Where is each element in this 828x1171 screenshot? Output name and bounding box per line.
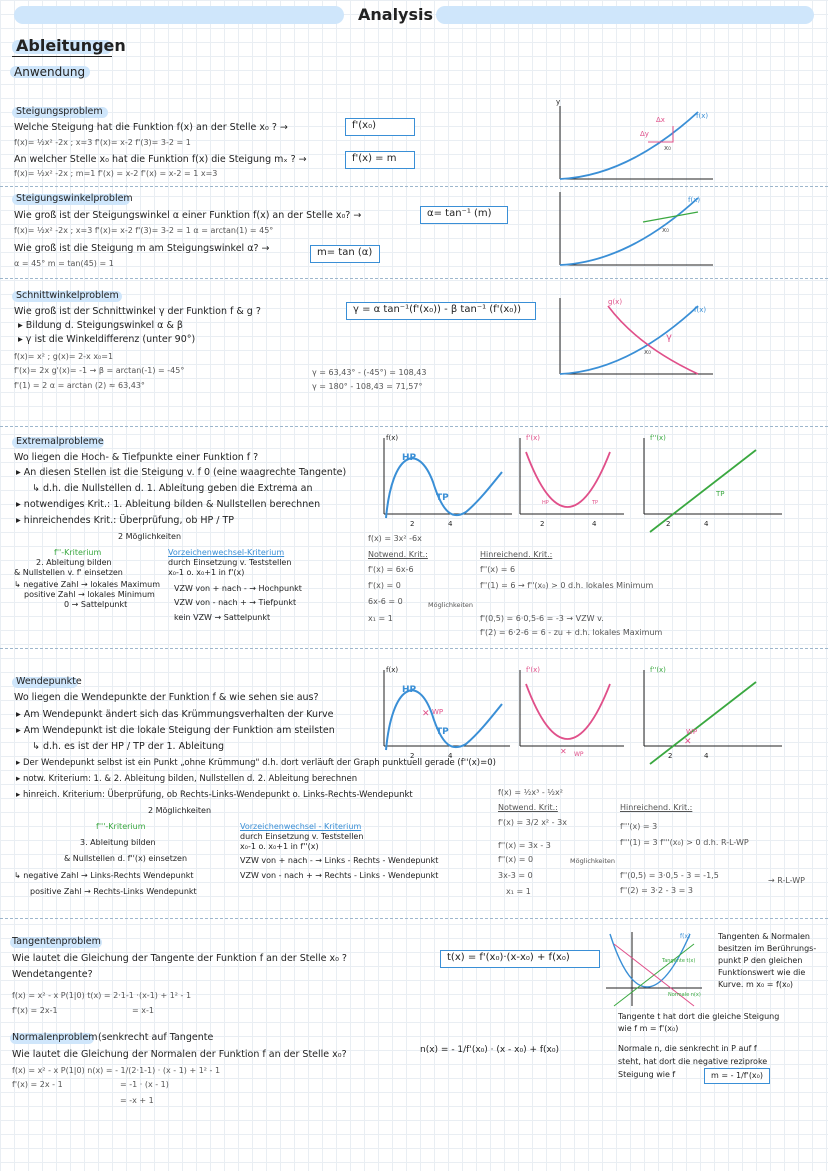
winkel-title: Steigungswinkelproblem	[16, 193, 133, 204]
tangente-example-2: f'(x) = 2x-1	[12, 1006, 58, 1015]
graph-label-normal: Normale n(x)	[668, 992, 701, 998]
schnitt-bullet-2-text: γ ist die Winkeldifferenz (unter 90°)	[25, 334, 196, 345]
schnitt-line-3: f'(1) = 2 α = arctan (2) ≈ 63,43°	[14, 381, 145, 390]
extrem-calc-2: Notwend. Krit.:	[368, 550, 428, 559]
normale-side-1: Normale n, die senkrecht in P auf f	[618, 1044, 757, 1053]
graph-label-tp: TP	[436, 493, 449, 503]
schnitt-line-2: f'(x)= 2x g'(x)= -1 → β = arctan(-1) = -45°	[14, 366, 185, 375]
normale-title: Normalenproblem	[12, 1032, 98, 1043]
extrem-graph-f	[378, 432, 518, 528]
tangente-formula: t(x) = f'(x₀)·(x-x₀) + f(x₀)	[440, 950, 600, 968]
graph-label-dx: Δx	[656, 116, 665, 124]
heading-underline	[12, 56, 112, 57]
extrem-k2-b: x₀-1 o. x₀+1 in f'(x)	[168, 568, 245, 577]
winkel-formula-2: m= tan (α)	[310, 245, 380, 263]
graph-label-gx: g(x)	[608, 298, 623, 306]
schnitt-result-2: γ = 180° - 108,43 = 71,57°	[312, 382, 423, 391]
normale-example-3: = -1 · (x - 1)	[120, 1080, 169, 1089]
graph-label-two: 2	[410, 520, 415, 528]
wende-bullet-2-text: Am Wendepunkt ist die lokale Steigung der Funktion am steilsten	[23, 725, 335, 736]
steigung-question-1: Welche Steigung hat die Funktion f(x) an der Stelle x₀ ? →	[14, 122, 288, 133]
wende-k2-title: Vorzeichenwechsel - Kriterium	[240, 822, 362, 831]
extrem-vzw-1: VZW von + nach - → Hochpunkt	[174, 584, 302, 593]
extrem-k2-title: Vorzeichenwechsel-Kriterium	[168, 548, 285, 557]
graph-label-fx: f(x)	[386, 434, 399, 442]
wende-calc-6: 3x-3 = 0	[498, 871, 533, 880]
header-bar-right	[436, 6, 814, 24]
winkel-example-1: f(x)= ½x² -2x ; x=3 f'(x)= x-2 f'(3)= 3-2 = 1 α = arctan(1) = 45°	[14, 226, 274, 235]
tangente-title: Tangentenproblem	[12, 936, 101, 947]
graph-label-hp: HP	[542, 500, 549, 506]
tangente-side-5: Kurve. m x₀ = f(x₀)	[718, 980, 794, 989]
wende-k1-c: ↳ negative Zahl → Links-Rechts Wendepunkt	[14, 871, 194, 880]
extrem-moeglichkeiten-2: Möglichkeiten	[428, 601, 474, 609]
wende-hin-3: f'''(1) = 3 f'''(x₀) > 0 d.h. R-L-WP	[620, 838, 749, 847]
wende-bullet-5: ▸ hinreich. Kriterium: Überprüfung, ob Rechts-Links-Wendepunkt o. Links-Rechts-Wendepunkt	[16, 790, 413, 800]
extrem-hin-5: f'(2) = 6·2-6 = 6 - zu + d.h. lokales Maximum	[480, 628, 663, 637]
normale-example-4: = -x + 1	[120, 1096, 154, 1105]
extrem-bullet-2-text: notwendiges Krit.: 1. Ableitung bilden & Nullstellen berechnen	[23, 499, 321, 510]
graph-label-wp: WP	[432, 708, 444, 716]
wende-calc-1: f(x) = ½x³ - ½x²	[498, 788, 563, 797]
extrem-calc-4: f'(x) = 0	[368, 581, 401, 590]
wende-bullet-2: ▸ Am Wendepunkt ist die lokale Steigung der Funktion am steilsten	[16, 725, 335, 736]
wende-bullet-4-text: notw. Kriterium: 1. & 2. Ableitung bilden, Nullstellen d. 2. Ableitung berechnen	[22, 774, 358, 784]
extrem-graph-fprime	[512, 432, 630, 528]
steigung-title: Steigungsproblem	[16, 106, 103, 117]
steigung-question-2: An welcher Stelle x₀ hat die Funktion f(x) die Steigung mₓ ? →	[14, 154, 307, 165]
extrem-k1-title: f''-Kriterium	[54, 548, 102, 557]
graph-label-fx: f(x)	[694, 306, 707, 314]
section-heading: Ableitungen	[16, 36, 126, 55]
wende-title: Wendepunkte	[16, 676, 82, 687]
winkel-question-1: Wie groß ist der Steigungswinkel α einer Funktion f(x) an der Stelle x₀? →	[14, 210, 362, 221]
graph-label-fprime: f'(x)	[526, 666, 540, 674]
extrem-bullet-3: ▸ hinreichendes Krit.: Überprüfung, ob HP / TP	[16, 515, 235, 526]
tangente-side-2: besitzen im Berührungs-	[718, 944, 817, 953]
wende-moeglichkeiten-2: Möglichkeiten	[570, 857, 616, 865]
graph-label-two: 2	[410, 752, 415, 760]
extrem-vzw-3: kein VZW → Sattelpunkt	[174, 613, 271, 622]
wende-bullet-3-text: Der Wendepunkt selbst ist ein Punkt „ohne Krümmung" d.h. dort verläuft der Graph punktuell gerade (f''(x)=0)	[22, 758, 496, 768]
graph-label-four: 4	[448, 520, 453, 528]
tangente-side-7: wie f m = f'(x₀)	[618, 1024, 679, 1033]
normale-side-formula: m = - 1/f'(x₀)	[704, 1068, 770, 1084]
wende-k1-title: f'''-Kriterium	[96, 822, 146, 831]
graph-label-four: 4	[592, 520, 597, 528]
schnitt-bullet-2: ▸ γ ist die Winkeldifferenz (unter 90°)	[18, 334, 196, 345]
extrem-bullet-1-text: An diesen Stellen ist die Steigung v. f 0 (eine waagrechte Tangente)	[23, 467, 347, 478]
wende-bullet-1-text: Am Wendepunkt ändert sich das Krümmungsverhalten der Kurve	[23, 709, 334, 720]
extrem-k1-e: 0 → Sattelpunkt	[64, 600, 128, 609]
graph-label-fx: f(x)	[688, 196, 701, 204]
winkel-example-2: α = 45° m = tan(45) = 1	[14, 259, 114, 268]
graph-label-x0: x₀	[664, 144, 671, 152]
separator	[0, 426, 828, 427]
graph-label-fprime: f'(x)	[526, 434, 540, 442]
schnitt-bullet-1: ▸ Bildung d. Steigungswinkel α & β	[18, 320, 183, 331]
graph-label-gamma: γ	[666, 332, 672, 343]
graph-label-fx: f(x)	[680, 933, 691, 940]
graph-label-four: 4	[448, 752, 453, 760]
extrem-moeglichkeiten: 2 Möglichkeiten	[118, 532, 182, 541]
extrem-vzw-2: VZW von - nach + → Tiefpunkt	[174, 598, 297, 607]
extrem-hin-2: f''(x) = 6	[480, 565, 516, 574]
graph-label-hp: HP	[402, 685, 417, 695]
tangente-side-3: punkt P den gleichen	[718, 956, 803, 965]
normale-subtitle: (senkrecht auf Tangente	[98, 1032, 214, 1043]
graph-label-dy: Δy	[640, 130, 649, 138]
wende-graph-f	[376, 664, 516, 760]
schnitt-title: Schnittwinkelproblem	[16, 290, 119, 301]
subheading: Anwendung	[14, 65, 86, 79]
tangente-example-1: f(x) = x² - x P(1|0) t(x) = 2·1-1 ·(x-1) + 1² - 1	[12, 991, 192, 1000]
normale-example-1: f(x) = x² - x P(1|0) n(x) = - 1/(2·1-1) · (x - 1) + 1² - 1	[12, 1066, 221, 1075]
graph-label-four: 4	[704, 752, 709, 760]
svg-text:✕: ✕	[560, 747, 567, 756]
normale-example-2: f'(x) = 2x - 1	[12, 1080, 63, 1089]
svg-text:✕: ✕	[422, 709, 430, 719]
wende-bullet-1: ▸ Am Wendepunkt ändert sich das Krümmungsverhalten der Kurve	[16, 709, 334, 720]
separator	[0, 278, 828, 279]
winkel-question-2: Wie groß ist die Steigung m am Steigungswinkel α? →	[14, 243, 270, 254]
extrem-k1-a: 2. Ableitung bilden	[36, 558, 112, 567]
graph-label-wp: WP	[574, 751, 584, 758]
graph-label-wp: WP	[686, 728, 698, 736]
graph-label-x0: x₀	[644, 348, 651, 356]
graph-label-four: 4	[704, 520, 709, 528]
separator	[0, 186, 828, 187]
wende-hin-2: f'''(x) = 3	[620, 822, 658, 831]
graph-label-tp: TP	[716, 490, 725, 498]
tangente-side-6: Tangente t hat dort die gleiche Steigung	[618, 1012, 780, 1021]
tangente-question-b: Wendetangente?	[12, 969, 93, 980]
wende-hin-1: Hinreichend. Krit.:	[620, 803, 693, 812]
wende-bullet-2a: ↳ d.h. es ist der HP / TP der 1. Ableitung	[32, 741, 225, 752]
tangente-side-1: Tangenten & Normalen	[718, 932, 810, 941]
graph-label-two: 2	[666, 520, 671, 528]
wende-graph-fsecond	[636, 664, 786, 760]
wende-k1-a: 3. Ableitung bilden	[80, 838, 156, 847]
graph-label-fx: f(x)	[696, 112, 709, 120]
wende-k1-b: & Nullstellen d. f''(x) einsetzen	[64, 854, 188, 863]
normale-question: Wie lautet die Gleichung der Normalen der Funktion f an der Stelle x₀?	[12, 1049, 347, 1060]
wende-calc-3: f'(x) = 3/2 x² - 3x	[498, 818, 567, 827]
schnitt-bullet-1-text: Bildung d. Steigungswinkel α & β	[25, 320, 183, 331]
separator	[0, 648, 828, 649]
wende-k2-a: durch Einsetzung v. Teststellen	[240, 832, 364, 841]
graph-label-tangent: Tangente t(x)	[662, 958, 696, 964]
graph-label-x0: x₀	[662, 226, 669, 234]
normale-formula: n(x) = - 1/f'(x₀) · (x - x₀) + f(x₀)	[420, 1045, 560, 1055]
separator	[0, 918, 828, 919]
wende-calc-2: Notwend. Krit.:	[498, 803, 558, 812]
extrem-hin-1: Hinreichend. Krit.:	[480, 550, 553, 559]
tangente-question: Wie lautet die Gleichung der Tangente der Funktion f an der Stelle x₀ ?	[12, 953, 347, 964]
extrem-calc-3: f'(x) = 6x-6	[368, 565, 414, 574]
normale-side-3: Steigung wie f	[618, 1070, 676, 1079]
svg-text:✕: ✕	[684, 737, 692, 747]
wende-vzw-1: VZW von + nach - → Links - Rechts - Wendepunkt	[240, 856, 439, 865]
graph-label-tp: TP	[436, 727, 449, 737]
schnitt-line-1: f(x)= x² ; g(x)= 2-x x₀=1	[14, 352, 114, 361]
steigung-graph	[548, 98, 718, 184]
wende-calc-5: f''(x) = 0	[498, 855, 534, 864]
wende-k2-b: x₀-1 o. x₀+1 in f''(x)	[240, 842, 319, 851]
extrem-hin-4: f'(0,5) = 6·0,5-6 = -3 → VZW v.	[480, 614, 604, 623]
extrem-bullet-1a: ↳ d.h. die Nullstellen d. 1. Ableitung geben die Extrema an	[32, 483, 313, 494]
wende-bullet-5-text: hinreich. Kriterium: Überprüfung, ob Rechts-Links-Wendepunkt o. Links-Rechts-Wendepunkt	[22, 790, 413, 800]
graph-label-two: 2	[668, 752, 673, 760]
wende-hin-6: → R-L-WP	[768, 876, 805, 885]
extrem-graph-fsecond	[636, 432, 786, 528]
page-title: Analysis	[358, 5, 434, 24]
extrem-k2-a: durch Einsetzung v. Teststellen	[168, 558, 292, 567]
schnitt-graph	[548, 296, 718, 378]
extrem-calc-5: 6x-6 = 0	[368, 597, 403, 606]
wende-hin-4: f''(0,5) = 3·0,5 - 3 = -1,5	[620, 871, 719, 880]
normale-side-2: steht, hat dort die negative reziproke	[618, 1057, 768, 1066]
extrem-k1-c: ↳ negative Zahl → lokales Maximum	[14, 580, 161, 589]
winkel-graph	[548, 190, 718, 270]
tangente-side-4: Funktionswert wie die	[718, 968, 806, 977]
graph-label-tp: TP	[592, 500, 599, 506]
steigung-formula-2: f'(x) = m	[345, 151, 415, 169]
extrem-calc-1: f(x) = 3x² -6x	[368, 534, 422, 543]
tangente-graph	[604, 930, 704, 1010]
schnitt-result-1: γ = 63,43° - (-45°) = 108,43	[312, 368, 427, 377]
extrem-bullet-2: ▸ notwendiges Krit.: 1. Ableitung bilden & Nullstellen berechnen	[16, 499, 321, 510]
wende-bullet-3: ▸ Der Wendepunkt selbst ist ein Punkt „ohne Krümmung" d.h. dort verläuft der Graph punktuell gerade (f''(x)=0)	[16, 758, 496, 768]
graph-label-hp: HP	[402, 453, 417, 463]
extrem-bullet-1: ▸ An diesen Stellen ist die Steigung v. f 0 (eine waagrechte Tangente)	[16, 467, 347, 478]
schnitt-formula: γ = α tan⁻¹(f'(x₀)) - β tan⁻¹ (f'(x₀))	[346, 302, 536, 320]
wende-question: Wo liegen die Wendepunkte der Funktion f & wie sehen sie aus?	[14, 692, 319, 703]
extrem-hin-3: f''(1) = 6 → f''(x₀) > 0 d.h. lokales Minimum	[480, 581, 654, 590]
extrem-bullet-3-text: hinreichendes Krit.: Überprüfung, ob HP / TP	[23, 515, 235, 526]
graph-label-fsecond: f''(x)	[650, 666, 666, 674]
tangente-example-3: = x-1	[132, 1006, 154, 1015]
graph-label-fsecond: f''(x)	[650, 434, 666, 442]
wende-k1-d: positive Zahl → Rechts-Links Wendepunkt	[30, 887, 197, 896]
wende-hin-5: f''(2) = 3·2 - 3 = 3	[620, 886, 693, 895]
graph-label-y: y	[556, 98, 561, 106]
schnitt-question: Wie groß ist der Schnittwinkel γ der Funktion f & g ?	[14, 306, 261, 317]
wende-moeglichkeiten: 2 Möglichkeiten	[148, 806, 212, 815]
steigung-example-2: f(x)= ½x² -2x ; m=1 f'(x) = x-2 f'(x) = x-2 = 1 x=3	[14, 169, 218, 178]
steigung-formula-1: f'(x₀)	[345, 118, 415, 136]
extrem-calc-6: x₁ = 1	[368, 614, 393, 623]
extrem-title: Extremalprobleme	[16, 436, 104, 447]
steigung-example-1: f(x)= ½x² -2x ; x=3 f'(x)= x-2 f'(3)= 3-2 = 1	[14, 138, 191, 147]
wende-bullet-4: ▸ notw. Kriterium: 1. & 2. Ableitung bilden, Nullstellen d. 2. Ableitung berechnen	[16, 774, 358, 784]
wende-calc-7: x₁ = 1	[506, 887, 531, 896]
wende-graph-fprime	[512, 664, 630, 760]
graph-label-two: 2	[540, 520, 545, 528]
extrem-k1-b: & Nullstellen v. f' einsetzen	[14, 568, 123, 577]
winkel-formula-1: α= tan⁻¹ (m)	[420, 206, 508, 224]
graph-label-fx: f(x)	[386, 666, 399, 674]
wende-calc-4: f''(x) = 3x - 3	[498, 841, 551, 850]
header-bar-left	[14, 6, 344, 24]
wende-vzw-2: VZW von - nach + → Rechts - Links - Wendepunkt	[240, 871, 439, 880]
extrem-question: Wo liegen die Hoch- & Tiefpunkte einer Funktion f ?	[14, 452, 259, 463]
extrem-k1-d: positive Zahl → lokales Minimum	[24, 590, 155, 599]
